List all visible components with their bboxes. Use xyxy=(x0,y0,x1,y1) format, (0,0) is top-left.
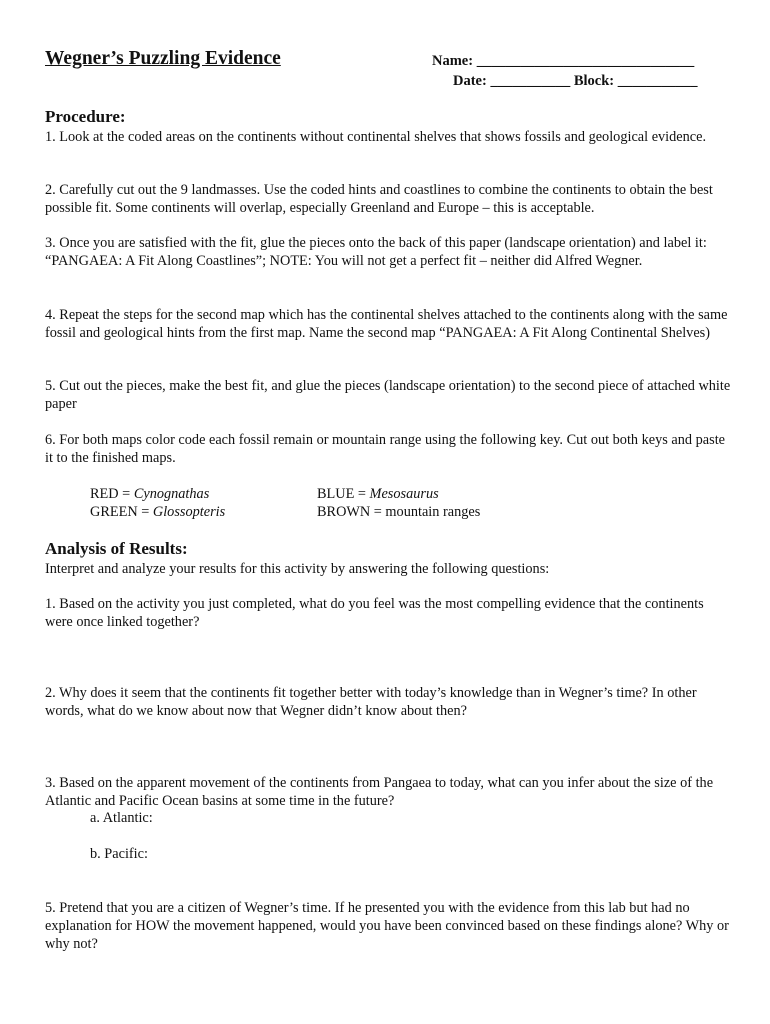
procedure-step-2: 2. Carefully cut out the 9 landmasses. Use the coded hints and coastlines to combine the continents to obtain the best possible fit. Some continents will overlap, especially Greenland and Europe – this is acceptable. xyxy=(45,182,713,216)
procedure-step-5: 5. Cut out the pieces, make the best fit, and glue the pieces (landscape orientation) to the second piece of attached white paper xyxy=(45,378,731,412)
procedure-step-6: 6. For both maps color code each fossil remain or mountain range using the following key. Cut out both keys and paste it to the finished maps. xyxy=(45,432,726,466)
block-label: Block: xyxy=(573,73,615,89)
key-green xyxy=(90,503,225,521)
block-blank[interactable]: ___________ xyxy=(617,73,698,89)
key-blue-label: BLUE = xyxy=(317,486,370,502)
procedure-step-3: 3. Once you are satisfied with the fit, glue the pieces onto the back of this paper (landscape orientation) and label it: “PANGAEA: A Fit Along Coastlines”; NOTE: You will not get a perfect fit – neither did Alfred Wegner. xyxy=(45,235,707,269)
key-red-label: RED = xyxy=(90,486,134,502)
key-green-value: Glossopteris xyxy=(152,504,226,520)
question-3b: b. Pacific: xyxy=(90,846,148,862)
procedure-step-4: 4. Repeat the steps for the second map which has the continental shelves attached to the continents along with the same fossil and geological hints from the first map. Name the second map “PANGAEA: A Fit Along Continental Shelves) xyxy=(45,307,728,341)
question-5: 5. Pretend that you are a citizen of Wegner’s time. If he presented you with the evidence from this lab but had no explanation for HOW the movement happened, would you have been convinced based on these findings alone? Why or why not? xyxy=(45,900,729,952)
procedure-heading: Procedure: xyxy=(45,107,126,126)
key-brown: BROWN = mountain ranges xyxy=(317,504,481,520)
question-2: 2. Why does it seem that the continents fit together better with today’s knowledge than in Wegner’s time? In other words, what do we know about now that Wegner didn’t know about then? xyxy=(45,685,697,719)
key-blue-value: Mesosaurus xyxy=(369,486,439,502)
key-red-value: Cynognathas xyxy=(133,486,210,502)
analysis-intro: Interpret and analyze your results for this activity by answering the following questions: xyxy=(45,561,550,577)
name-label: Name: xyxy=(432,53,474,69)
analysis-heading: Analysis of Results: xyxy=(45,539,188,558)
procedure-step-1: 1. Look at the coded areas on the continents without continental shelves that shows fossils and geological evidence. xyxy=(45,129,707,145)
key-blue xyxy=(317,485,439,503)
name-blank: ______________________________ xyxy=(476,53,695,69)
question-1: 1. Based on the activity you just completed, what do you feel was the most compelling evidence that the continents were once linked together? xyxy=(45,596,704,630)
key-red xyxy=(90,485,209,503)
key-green-label: GREEN = xyxy=(90,504,153,520)
question-3a: a. Atlantic: xyxy=(90,810,153,826)
page-title: Wegner’s Puzzling Evidence xyxy=(45,48,281,69)
name-field[interactable] xyxy=(432,53,694,70)
question-3: 3. Based on the apparent movement of the continents from Pangaea to today, what can you infer about the size of the Atlantic and Pacific Ocean basins at some time in the future? xyxy=(45,775,714,809)
date-block-row xyxy=(453,73,697,90)
date-blank[interactable]: ___________ xyxy=(490,73,571,89)
date-label: Date: xyxy=(453,73,487,89)
